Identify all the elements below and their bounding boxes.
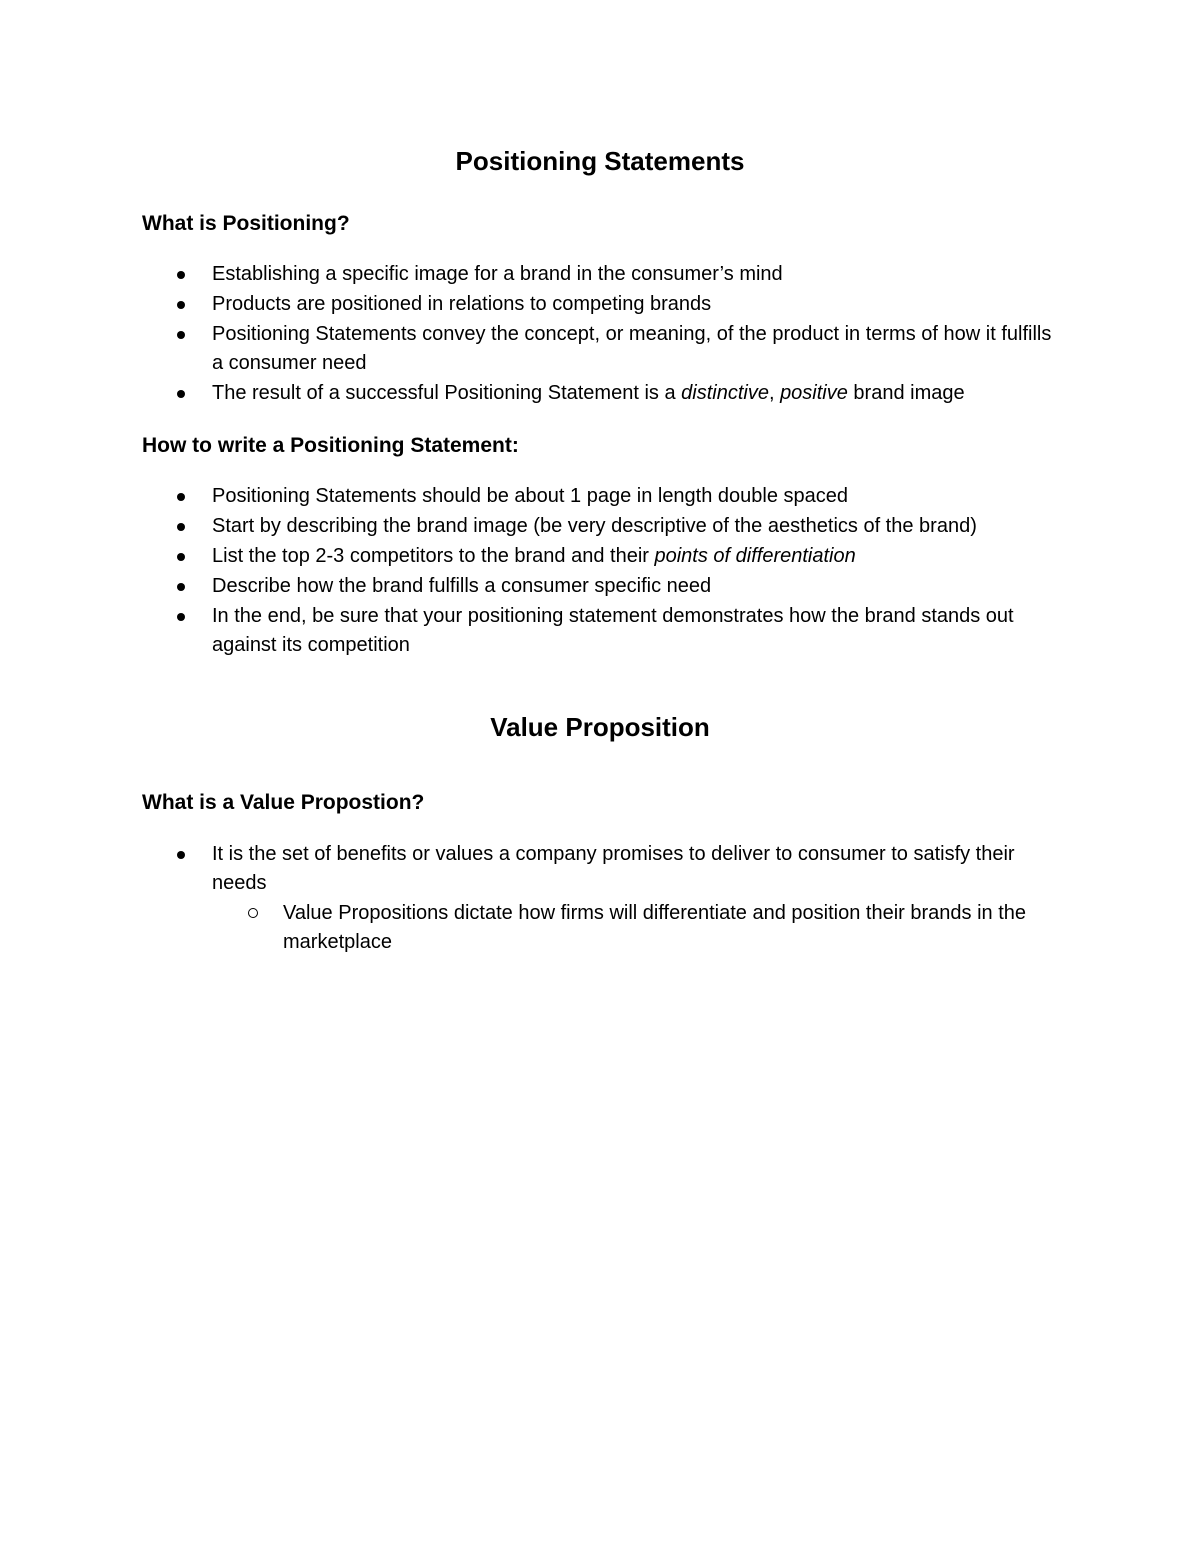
page-title: Positioning Statements bbox=[455, 146, 745, 176]
how-to-bullet-list bbox=[0, 482, 1200, 661]
list-item bbox=[0, 320, 1062, 378]
bullet-icon bbox=[177, 523, 185, 531]
list-item bbox=[0, 260, 1062, 289]
list-item bbox=[0, 482, 1062, 511]
list-item bbox=[0, 290, 1062, 319]
list-item-text: Describe how the brand fulfills a consumer specific need bbox=[212, 575, 712, 597]
section-heading-how-to-write: How to write a Positioning Statement: bbox=[142, 434, 519, 457]
list-item bbox=[0, 542, 1062, 571]
bullet-icon bbox=[177, 331, 185, 339]
list-item-text: It is the set of benefits or values a company promises to deliver to consumer to satisfy their needs bbox=[212, 843, 1015, 894]
bullet-icon bbox=[177, 390, 185, 398]
section-title-value-proposition: Value Proposition bbox=[490, 712, 710, 742]
sub-list-item-text: Value Propositions dictate how firms will differentiate and position their brands in the marketplace bbox=[283, 902, 1026, 953]
hollow-bullet-icon bbox=[248, 908, 258, 918]
sub-list-item bbox=[0, 899, 1063, 957]
emphasis-distinctive: distinctive bbox=[681, 382, 769, 404]
list-item-text: Start by describing the brand image (be very descriptive of the aesthetics of the brand) bbox=[212, 515, 977, 537]
list-item bbox=[0, 840, 1062, 898]
list-item-text: Positioning Statements should be about 1 page in length double spaced bbox=[212, 485, 849, 507]
list-item bbox=[0, 572, 1062, 601]
emphasis-positive: positive bbox=[780, 382, 848, 404]
list-item-text-comma: , bbox=[768, 382, 781, 404]
list-item bbox=[0, 379, 1062, 408]
section-heading-what-is-positioning: What is Positioning? bbox=[142, 212, 350, 235]
bullet-icon bbox=[177, 493, 185, 501]
section-heading-what-is-value-proposition: What is a Value Propostion? bbox=[142, 791, 425, 814]
list-item bbox=[0, 512, 1062, 541]
bullet-icon bbox=[177, 271, 185, 279]
list-item-text: Positioning Statements convey the concept, or meaning, of the product in terms of how it fulfills a consumer need bbox=[212, 323, 1052, 374]
emphasis-points-of-differentiation: points of differentiation bbox=[654, 545, 856, 567]
list-item-text: Products are positioned in relations to competing brands bbox=[212, 293, 712, 315]
bullet-icon bbox=[177, 583, 185, 591]
list-item-text-start: The result of a successful Positioning Statement is a bbox=[212, 382, 682, 404]
positioning-bullet-list bbox=[0, 260, 1200, 409]
list-item-text: Establishing a specific image for a brand in the consumer’s mind bbox=[212, 263, 783, 285]
bullet-icon bbox=[177, 613, 185, 621]
list-item-text-start: List the top 2-3 competitors to the brand and their bbox=[212, 545, 655, 567]
bullet-icon bbox=[177, 301, 185, 309]
bullet-icon bbox=[177, 851, 185, 859]
list-item bbox=[0, 602, 1062, 660]
bullet-icon bbox=[177, 553, 185, 561]
list-item-text: In the end, be sure that your positioning statement demonstrates how the brand stands out against its competition bbox=[212, 605, 1014, 656]
list-item-text-end: brand image bbox=[847, 382, 965, 404]
value-proposition-bullet-list bbox=[0, 840, 1200, 957]
